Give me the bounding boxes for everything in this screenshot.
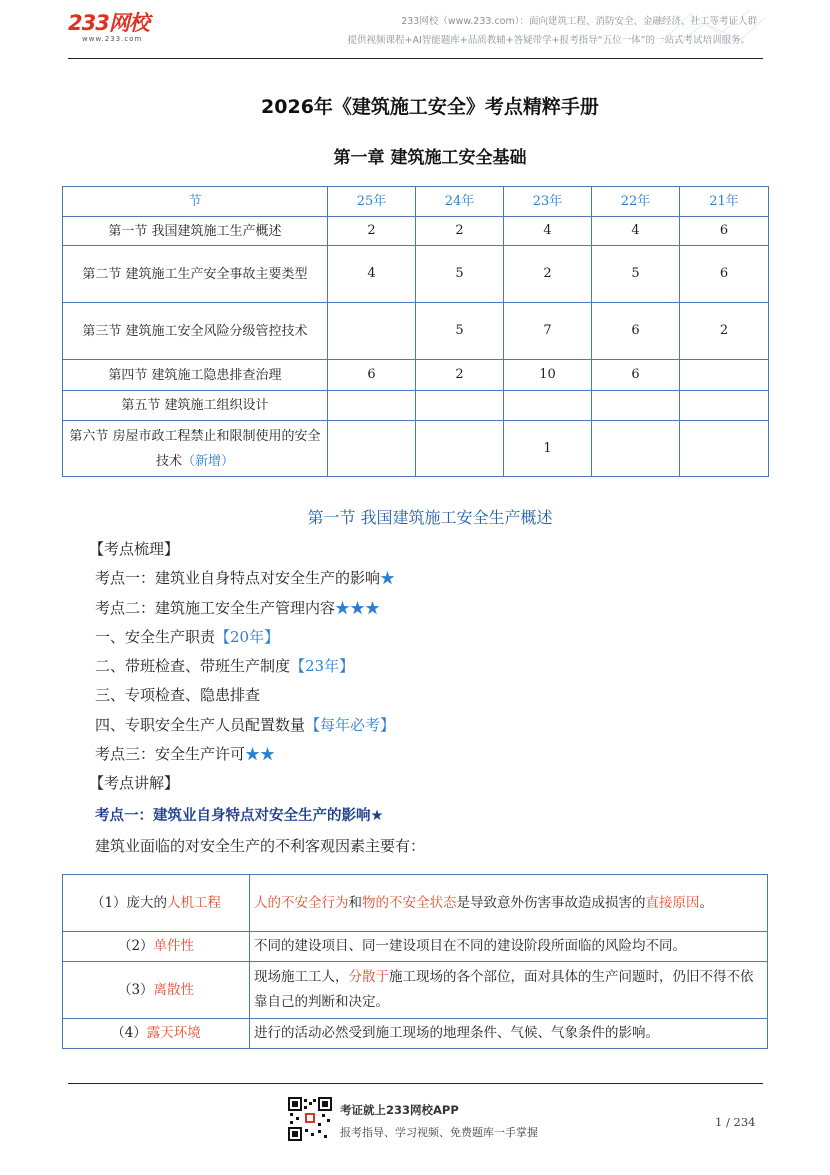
table-row [63, 875, 768, 932]
factor-key: 离散性 [153, 981, 195, 998]
new-tag: （新增） [182, 453, 235, 469]
key-points-outline [89, 535, 775, 799]
score-cell [328, 421, 416, 477]
desc-text: 是导致意外伤害事故造成损害的 [456, 894, 646, 911]
score-cell [328, 391, 416, 421]
star-icon: ★ [380, 569, 396, 588]
desc-text: 人的不安全行为 [254, 894, 349, 911]
score-cell: 4 [328, 246, 416, 303]
score-cell: 4 [504, 217, 592, 246]
star-icon: ★★ [245, 745, 276, 764]
factor-name-cell [63, 932, 250, 962]
factor-desc-cell [250, 1019, 768, 1049]
factor-num: （1）庞大的 [90, 894, 168, 911]
qr-code-icon [288, 1097, 332, 1141]
score-cell: 5 [416, 303, 504, 360]
column-header: 21年 [680, 187, 769, 217]
table-row [63, 303, 769, 360]
section-cell: 第二节 建筑施工生产安全事故主要类型 [63, 246, 328, 303]
score-cell [416, 421, 504, 477]
key-point-heading: 考点一：建筑业自身特点对安全生产的影响★ [95, 808, 384, 824]
table-header-row [63, 187, 769, 217]
table-row [63, 360, 769, 391]
star-icon: ★★★ [335, 598, 381, 617]
desc-text: 和 [348, 894, 362, 911]
factor-name-cell [63, 875, 250, 932]
factor-desc-cell [250, 962, 768, 1019]
factor-desc-cell [250, 875, 768, 932]
document-title: 2026年《建筑施工安全》考点精粹手册 [261, 96, 599, 118]
score-cell: 6 [680, 246, 769, 303]
intro-text: 建筑业面临的对安全生产的不利客观因素主要有： [95, 837, 426, 855]
score-cell [680, 391, 769, 421]
outline-item [95, 681, 775, 710]
logo-text: 233网校 [68, 11, 149, 35]
score-cell: 2 [680, 303, 769, 360]
factor-name-cell [63, 1019, 250, 1049]
score-cell: 1 [504, 421, 592, 477]
outline-label-review: 【考点梳理】 [89, 540, 180, 558]
factor-key: 露天环境 [146, 1025, 201, 1041]
score-cell: 4 [592, 217, 680, 246]
column-header: 24年 [416, 187, 504, 217]
factor-key: 人机工程 [167, 894, 222, 911]
section-cell: 第三节 建筑施工安全风险分级管控技术 [63, 303, 328, 360]
footer-divider [68, 1083, 763, 1084]
page-number: 1 / 234 [715, 1115, 756, 1129]
score-cell: 6 [592, 303, 680, 360]
score-cell [680, 360, 769, 391]
outline-item [95, 594, 775, 623]
section-cell [63, 421, 328, 477]
logo-url: www.233.com [82, 35, 143, 43]
section-heading: 第一节 我国建筑施工安全生产概述 [307, 508, 553, 527]
desc-text: 进行的活动必然受到施工现场的地理条件、气候、气象条件的影响。 [254, 1025, 659, 1041]
factor-key: 单件性 [153, 938, 195, 954]
table-row [63, 962, 768, 1019]
outline-text: 考点三：安全生产许可 [95, 745, 246, 764]
factor-num: （3） [117, 981, 154, 998]
footer-app-subtitle: 报考指导、学习视频、免费题库一手掌握 [340, 1126, 538, 1139]
score-cell: 6 [592, 360, 680, 391]
column-header: 25年 [328, 187, 416, 217]
desc-text: 现场施工工人， [254, 969, 349, 985]
factor-num: （2） [117, 938, 154, 954]
score-cell [416, 391, 504, 421]
table-row [63, 391, 769, 421]
table-row [63, 421, 769, 477]
outline-text: 考点二：建筑施工安全生产管理内容 [95, 598, 336, 617]
outline-item [95, 711, 775, 740]
exam-score-table [62, 186, 769, 477]
score-cell [504, 391, 592, 421]
desc-text: 。 [699, 894, 713, 911]
year-tag: 【20年】 [215, 627, 280, 646]
factors-table [62, 874, 768, 1049]
desc-text: 分散于 [348, 969, 389, 985]
score-cell [592, 421, 680, 477]
header-tagline: 233网校（www.233.com）：面向建筑工程、消防安全、金融经济、社工等考证人群 [401, 16, 757, 27]
outline-item [95, 740, 775, 769]
section-cell: 第一节 我国建筑施工生产概述 [63, 217, 328, 246]
year-tag: 【23年】 [290, 657, 355, 676]
outline-item [95, 564, 775, 593]
section-label: 第六节 房屋市政工程禁止和限制使用的安全技术 [69, 428, 321, 469]
outline-text: 考点一：建筑业自身特点对安全生产的影响 [95, 569, 381, 588]
score-cell [592, 391, 680, 421]
header-divider [68, 58, 763, 59]
score-cell: 2 [504, 246, 592, 303]
page-header [0, 0, 830, 60]
outline-text: 四、专职安全生产人员配置数量 [95, 715, 306, 734]
outline-text: 一、安全生产职责 [95, 627, 216, 646]
desc-text: 不同的建设项目、同一建设项目在不同的建设阶段所面临的风险均不同。 [254, 938, 686, 954]
score-cell: 10 [504, 360, 592, 391]
outline-text: 二、带班检查、带班生产制度 [95, 657, 291, 676]
brand-logo [68, 11, 149, 43]
factor-desc-cell [250, 932, 768, 962]
score-cell: 5 [592, 246, 680, 303]
year-tag: 【每年必考】 [305, 715, 396, 734]
column-header: 22年 [592, 187, 680, 217]
outline-item [95, 623, 775, 652]
factor-name-cell [63, 962, 250, 1019]
table-row [63, 932, 768, 962]
footer-app-title: 考证就上233网校APP [340, 1103, 459, 1117]
section-cell: 第四节 建筑施工隐患排查治理 [63, 360, 328, 391]
column-header: 节 [63, 187, 328, 217]
score-cell: 7 [504, 303, 592, 360]
desc-text: 施工现场的各个部位，面对具体的生产问题时，仍旧不得不依靠自己的判断和决定。 [254, 969, 754, 1010]
desc-text: 直接原因 [645, 894, 700, 911]
outline-item [95, 652, 775, 681]
table-row [63, 1019, 768, 1049]
score-cell: 6 [680, 217, 769, 246]
score-cell: 6 [328, 360, 416, 391]
section-cell: 第五节 建筑施工组织设计 [63, 391, 328, 421]
score-cell [328, 303, 416, 360]
score-cell: 5 [416, 246, 504, 303]
score-cell: 2 [416, 217, 504, 246]
outline-label-explain: 【考点讲解】 [89, 774, 180, 793]
table-row [63, 217, 769, 246]
table-row [63, 246, 769, 303]
desc-text: 物的不安全状态 [362, 894, 457, 911]
column-header: 23年 [504, 187, 592, 217]
score-cell: 2 [328, 217, 416, 246]
score-cell: 2 [416, 360, 504, 391]
header-services: 提供视频课程+AI智能题库+品质教辅+答疑带学+报考指导“五位一体”的一站式考试培训服务。 [347, 35, 750, 46]
score-cell [680, 421, 769, 477]
chapter-title: 第一章 建筑施工安全基础 [333, 148, 527, 168]
outline-text: 三、专项检查、隐患排查 [95, 686, 261, 705]
factor-num: （4） [111, 1025, 147, 1041]
